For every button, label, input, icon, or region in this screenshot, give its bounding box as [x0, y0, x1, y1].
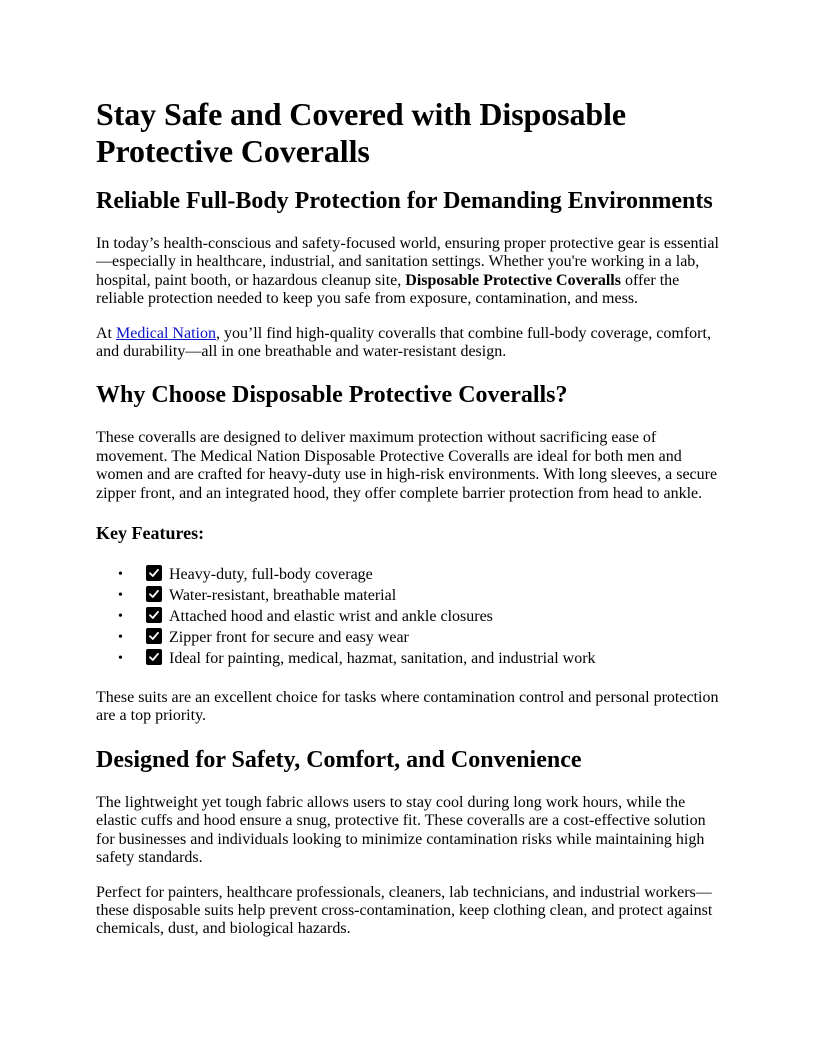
designed-paragraph-2: Perfect for painters, healthcare professionals, cleaners, lab technicians, and industrial workers—these disposable suits help prevent cross-contamination, keep clothing clean, and protect against chemicals, dust, and biological hazards.	[96, 883, 713, 938]
page-subtitle: Reliable Full-Body Protection for Demanding Environments	[96, 188, 713, 214]
feature-text: Water-resistant, breathable material	[169, 587, 397, 605]
intro-text-start: In today’s health-conscious and safety-focused world, ensuring proper protective gear is essential—especially in healthcare, industrial, and sanitation settings. Whether you're working in a lab, hospital, paint booth, or hazardous cleanup site,	[96, 235, 719, 289]
list-item	[96, 627, 726, 648]
intro-p2-start: At	[96, 324, 116, 342]
list-item	[96, 606, 726, 627]
intro-paragraph-1	[96, 235, 726, 309]
feature-text: Attached hood and elastic wrist and ankle closures	[169, 608, 493, 626]
list-item	[96, 585, 726, 606]
list-item	[96, 564, 726, 585]
bullet-icon: •	[118, 609, 123, 625]
intro-bold-product: Disposable Protective Coveralls	[405, 271, 621, 289]
bullet-icon: •	[118, 588, 123, 604]
medical-nation-link[interactable]: Medical Nation	[116, 324, 216, 342]
check-mark-icon	[146, 607, 162, 623]
feature-text: Ideal for painting, medical, hazmat, sanitation, and industrial work	[169, 650, 596, 668]
list-item	[96, 648, 726, 669]
document-page	[96, 96, 726, 939]
feature-text: Zipper front for secure and easy wear	[169, 629, 409, 647]
features-heading: Key Features:	[96, 523, 205, 544]
why-heading: Why Choose Disposable Protective Coveralls?	[96, 382, 568, 409]
check-mark-icon	[146, 565, 162, 581]
designed-heading: Designed for Safety, Comfort, and Convenience	[96, 746, 582, 773]
features-closing-paragraph: These suits are an excellent choice for tasks where contamination control and personal protection are a top priority.	[96, 689, 719, 725]
check-mark-icon	[146, 586, 162, 602]
designed-paragraph-1: The lightweight yet tough fabric allows users to stay cool during long work hours, while the elastic cuffs and hood ensure a snug, protective fit. These coveralls are a cost-effective solution for businesses and individuals looking to minimize contamination risks while maintaining high safety standards.	[96, 793, 706, 867]
check-mark-icon	[146, 649, 162, 665]
page-title: Stay Safe and Covered with Disposable Protective Coveralls	[96, 96, 626, 169]
intro-paragraph-2	[96, 325, 726, 362]
intro-text-end: offer the reliable protection needed to keep you safe from exposure, contamination, and mess.	[96, 271, 680, 308]
features-list	[96, 564, 726, 669]
intro-p2-end: , you’ll find high-quality coveralls that combine full-body coverage, comfort, and durability—all in one breathable and water-resistant design.	[96, 324, 711, 361]
bullet-icon: •	[118, 651, 123, 667]
bullet-icon: •	[118, 567, 123, 583]
feature-text: Heavy-duty, full-body coverage	[169, 566, 373, 584]
why-paragraph: These coveralls are designed to deliver maximum protection without sacrificing ease of movement. The Medical Nation Disposable Protective Coveralls are ideal for both men and women and are crafted for heavy-duty use in high-risk environments. With long sleeves, a secure zipper front, and an integrated hood, they offer complete barrier protection from head to ankle.	[96, 429, 718, 502]
check-mark-icon	[146, 628, 162, 644]
bullet-icon: •	[118, 630, 123, 646]
